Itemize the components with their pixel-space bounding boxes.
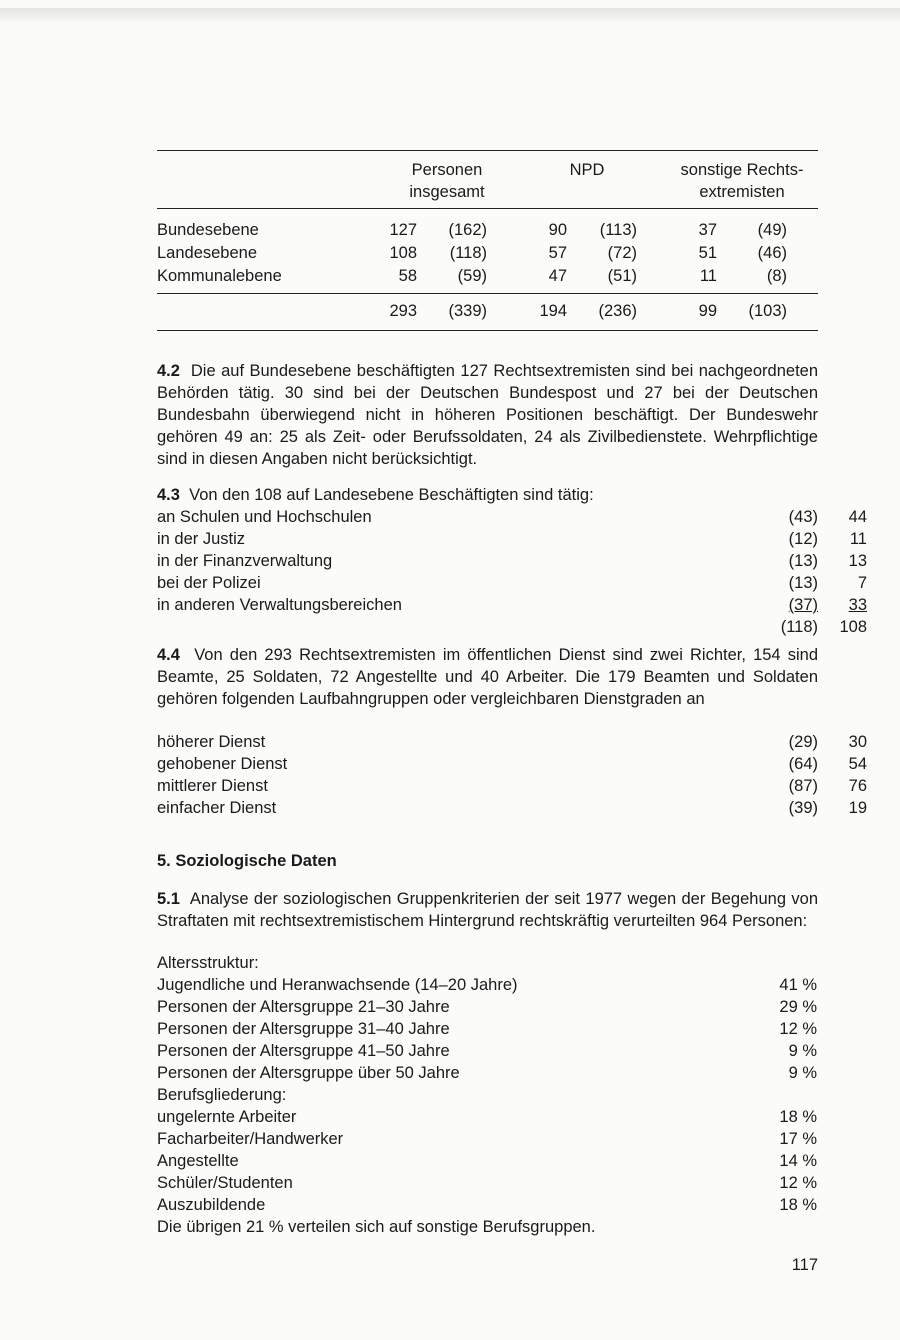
table-row — [157, 265, 818, 288]
paragraph-text: Von den 108 auf Landesebene Beschäftigten sind tätig: — [189, 486, 594, 504]
item-label: mittlerer Dienst — [157, 777, 268, 795]
cell: (162) — [448, 221, 487, 239]
paragraph-text: Analyse der soziologischen Gruppenkriterien der seit 1977 wegen der Begehung von Straftaten mit rechtsextremistischem Hintergrund rechtskräftig verurteilten 964 Personen: — [157, 890, 818, 930]
item-value: 9 % — [788, 1064, 817, 1082]
list-item — [157, 594, 867, 616]
item-value: 19 — [848, 799, 867, 817]
item-label: Personen der Altersgruppe 21–30 Jahre — [157, 998, 450, 1016]
item-value: 14 % — [779, 1152, 817, 1170]
list-item — [157, 797, 867, 819]
cell: 99 — [698, 302, 717, 320]
item-value: 76 — [848, 777, 867, 795]
section-number: 5.1 — [157, 890, 180, 908]
item-label: in anderen Verwaltungsbereichen — [157, 596, 402, 614]
item-value: 54 — [848, 755, 867, 773]
list-item — [157, 996, 818, 1018]
list-5-1 — [157, 952, 818, 1238]
item-prev-value: (12) — [788, 530, 818, 548]
item-label: Angestellte — [157, 1152, 239, 1170]
cell: 90 — [548, 221, 567, 239]
cell: (49) — [757, 221, 787, 239]
list-item — [157, 1040, 818, 1062]
cell: 293 — [389, 302, 417, 320]
list-item — [157, 1018, 818, 1040]
section-number: 4.4 — [157, 646, 180, 664]
cell: (103) — [748, 302, 787, 320]
cell: 108 — [389, 244, 417, 262]
cell: 11 — [699, 267, 717, 285]
row-label: Bundesebene — [157, 221, 259, 239]
item-label: an Schulen und Hochschulen — [157, 508, 372, 526]
list-4-3-sum — [157, 616, 867, 638]
item-value: 9 % — [788, 1042, 817, 1060]
list-item — [157, 1128, 818, 1150]
paragraph-text: Von den 293 Rechtsextremisten im öffentlichen Dienst sind zwei Richter, 154 sind Beamte, 25 Soldaten, 72 Angestellte und 40 Arbeiter. Die 179 Beamten und Soldaten gehören folgenden Laufbahngruppen oder vergleichbaren Dienstgraden an — [157, 646, 819, 708]
sum-value: 108 — [839, 618, 867, 636]
table-bottom-rule — [157, 330, 818, 331]
page-number: 117 — [791, 1256, 818, 1274]
row-label: Kommunalebene — [157, 267, 282, 285]
list-item-sum — [157, 616, 867, 638]
cell: 58 — [398, 267, 417, 285]
list-item — [157, 1062, 818, 1084]
closing-line — [157, 1216, 818, 1238]
item-prev-value: (13) — [788, 574, 818, 592]
item-value: 18 % — [779, 1108, 817, 1126]
header-personen — [387, 159, 507, 203]
cell: 47 — [548, 267, 567, 285]
section-number: 4.3 — [157, 486, 180, 504]
item-label: Schüler/Studenten — [157, 1174, 293, 1192]
list-title — [157, 952, 818, 974]
item-value: 12 % — [779, 1174, 817, 1192]
item-label: Personen der Altersgruppe 31–40 Jahre — [157, 1020, 450, 1038]
list-item — [157, 1194, 818, 1216]
list-title-text: Altersstruktur: — [157, 954, 259, 972]
cell: 57 — [548, 244, 567, 262]
header-text: insgesamt — [409, 183, 485, 201]
cell: 51 — [698, 244, 717, 262]
item-value: 30 — [848, 733, 867, 751]
paragraph-5-1 — [157, 888, 818, 932]
cell: (113) — [599, 221, 637, 239]
cell: (46) — [757, 244, 787, 262]
table-sum-rule — [157, 293, 818, 294]
paragraph-4-4 — [157, 644, 818, 710]
list-4-3 — [157, 506, 867, 616]
list-item — [157, 974, 818, 996]
item-label: Auszubildende — [157, 1196, 266, 1214]
item-label: in der Finanzverwaltung — [157, 552, 333, 570]
item-value: 17 % — [779, 1130, 817, 1148]
header-npd: NPD — [569, 161, 605, 179]
item-value: 12 % — [779, 1020, 817, 1038]
item-value: 18 % — [779, 1196, 817, 1214]
item-value: 13 — [848, 552, 867, 570]
list-item — [157, 775, 867, 797]
item-label: höherer Dienst — [157, 733, 266, 751]
item-value: 44 — [848, 508, 867, 526]
item-value: 11 — [849, 530, 867, 548]
item-prev-value: (13) — [788, 552, 818, 570]
list-item — [157, 506, 867, 528]
list-item — [157, 550, 867, 572]
cell: 37 — [698, 221, 717, 239]
cell: (72) — [607, 244, 637, 262]
item-prev-value: (29) — [788, 733, 818, 751]
list-title — [157, 1084, 818, 1106]
item-value: 33 — [848, 596, 867, 614]
closing-text: Die übrigen 21 % verteilen sich auf sonstige Berufsgruppen. — [157, 1218, 596, 1236]
item-value: 7 — [857, 574, 867, 592]
list-item — [157, 572, 867, 594]
table-total-row — [157, 300, 818, 323]
list-item — [157, 1150, 818, 1172]
paragraph-text: Die auf Bundesebene beschäftigten 127 Rechtsextremisten sind bei nachgeordneten Behörden tätig. 30 sind bei der Deutschen Bundespost und 27 bei der Deutschen Bundesbahn überwiegend nicht in höheren Positionen beschäftigt. Der Bundeswehr gehören 49 an: 25 als Zeit- oder Berufssoldaten, 24 als Zivilbedienstete. Wehrpflichtige sind in diesen Angaben nicht berücksichtigt. — [157, 362, 818, 468]
table-row — [157, 219, 818, 242]
list-item — [157, 1106, 818, 1128]
section-heading: 5. Soziologische Daten — [157, 852, 337, 870]
paragraph-4-3-intro — [157, 484, 818, 506]
cell: 127 — [389, 221, 417, 239]
list-4-4 — [157, 731, 867, 819]
item-label: Personen der Altersgruppe 41–50 Jahre — [157, 1042, 450, 1060]
cell: (59) — [457, 267, 487, 285]
table-row — [157, 242, 818, 265]
table-top-rule — [157, 150, 818, 151]
list-item — [157, 753, 867, 775]
item-prev-value: (37) — [788, 596, 818, 614]
cell: (118) — [449, 244, 487, 262]
list-item — [157, 1172, 818, 1194]
header-text: sonstige Rechts- — [680, 161, 804, 179]
item-value: 41 % — [779, 976, 817, 994]
item-label: in der Justiz — [157, 530, 246, 548]
table-header-rule — [157, 208, 818, 209]
header-sonstige — [662, 159, 822, 203]
item-label: Personen der Altersgruppe über 50 Jahre — [157, 1064, 460, 1082]
list-item — [157, 731, 867, 753]
item-label: Facharbeiter/Handwerker — [157, 1130, 344, 1148]
cell: (339) — [448, 302, 487, 320]
cell: (8) — [766, 267, 787, 285]
item-label: gehobener Dienst — [157, 755, 288, 773]
cell: (51) — [607, 267, 637, 285]
item-prev-value: (43) — [788, 508, 818, 526]
item-label: bei der Polizei — [157, 574, 261, 592]
paragraph-4-2 — [157, 360, 818, 470]
scan-edge-shadow — [0, 8, 900, 22]
cell: 194 — [539, 302, 567, 320]
item-value: 29 % — [779, 998, 817, 1016]
item-label: ungelernte Arbeiter — [157, 1108, 297, 1126]
list-title-text: Berufsgliederung: — [157, 1086, 287, 1104]
header-text: Personen — [411, 161, 483, 179]
sum-prev: (118) — [780, 618, 818, 636]
section-number: 4.2 — [157, 362, 180, 380]
item-label: einfacher Dienst — [157, 799, 277, 817]
item-label: Jugendliche und Heranwachsende (14–20 Jahre) — [157, 976, 518, 994]
item-prev-value: (87) — [788, 777, 818, 795]
cell: (236) — [598, 302, 637, 320]
header-text: extremisten — [699, 183, 785, 201]
list-item — [157, 528, 867, 550]
item-prev-value: (64) — [788, 755, 818, 773]
item-prev-value: (39) — [788, 799, 818, 817]
row-label: Landesebene — [157, 244, 258, 262]
